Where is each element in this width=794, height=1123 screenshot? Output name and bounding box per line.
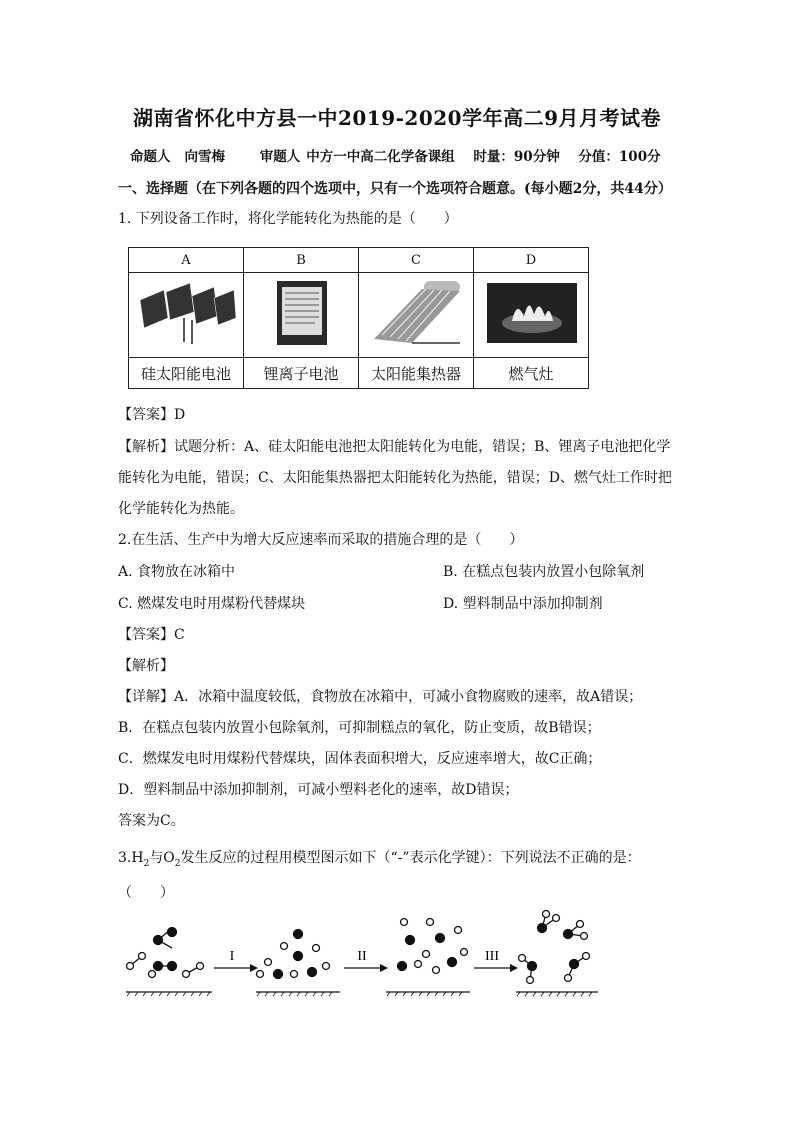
label-solar-water-heater: 太阳能集热器 [359,358,474,389]
q3-stem [118,847,641,869]
q1-stem: 1. 下列设备工作时，将化学能转化为热能的是（ ） [118,211,458,227]
step-label-2: II [357,949,367,964]
exam-info [130,145,675,165]
reviewer: 中方一中高二化学备课组 [306,149,455,165]
q2-detail-5: 答案为C。 [118,813,185,829]
q1-analysis-2: 能转化为电能，错误；C、太阳能集热器把太阳能转化为热能，错误；D、燃气灶工作时把 [118,470,672,486]
q1-device-table [128,247,589,389]
page-title: 湖南省怀化中方县一中2019-2020学年高二9月月考试卷 [132,106,662,130]
q2-stem: 2.在生活、生产中为增大反应速率而采取的措施合理的是（ ） [118,532,524,548]
label-lithium-ion-battery: 锂离子电池 [244,358,359,389]
q3-stem-line2: （ ） [118,885,174,901]
step-label-1: I [229,949,235,964]
section-title: 一、选择题（在下列各题的四个选项中，只有一个选项符合题意。(每小题2分，共44分） [118,181,672,197]
author: 向雪梅 [184,149,225,165]
q2-detail-2: B．在糕点包装内放置小包除氧剂，可抑制糕点的氧化，防止变质，故B错误； [118,720,601,736]
q3-stem-e: 发生反应的过程用模型图示如下（“-”表示化学键）：下列说法不正确的是： [180,850,641,866]
q2-detail-3: C．燃煤发电时用煤粉代替煤块，固体表面积增大，反应速率增大，故C正确； [118,751,602,767]
full-score: 分值：100分 [578,149,661,165]
stage-1-molecules [127,928,204,978]
q1-analysis-3: 化学能转化为热能。 [118,501,244,517]
solar-panel-image [129,273,244,358]
solar-water-heater-image [359,273,474,358]
option-letter-c: C [359,248,474,273]
lithium-battery-image [244,273,359,358]
stage-3-atoms [398,919,468,974]
option-letter-a: A [129,248,244,273]
option-letter-d: D [474,248,589,273]
q3-sub-h2: 2 [143,858,150,869]
q2-detail-4: D．塑料制品中添加抑制剂，可减小塑料老化的速率，故D错误； [118,782,519,798]
reviewer-label: 审题人 [259,149,301,165]
gas-stove-image [474,273,589,358]
q1-answer: 【答案】D [118,407,186,423]
q1-analysis-1: 【解析】试题分析：A、硅太阳能电池把太阳能转化为电能，错误；B、锂离子电池把化学 [118,439,671,455]
q2-option-d: D. 塑料制品中添加抑制剂 [443,596,603,612]
q3-sub-o2: 2 [174,858,181,869]
time-limit: 时量：90分钟 [473,149,560,165]
reaction-model-diagram [118,900,608,1000]
q3-stem-c: 与O [149,850,175,866]
q2-analysis-head: 【解析】 [118,658,174,674]
q2-option-b: B. 在糕点包装内放置小包除氧剂 [443,564,645,580]
option-letter-b: B [244,248,359,273]
step-label-3: III [485,949,499,964]
q2-option-c: C. 燃煤发电时用煤粉代替煤块 [118,596,306,612]
q3-stem-a: 3.H [118,850,144,866]
q2-option-a: A. 食物放在冰箱中 [118,564,236,580]
label-silicon-solar-cell: 硅太阳能电池 [129,358,244,389]
stage-2-atoms [257,930,330,979]
author-label: 命题人 [130,149,171,165]
q2-detail-1: 【详解】A．冰箱中温度较低，食物放在冰箱中，可减小食物腐败的速率，故A错误； [118,689,643,705]
stage-4-molecules [519,911,590,984]
q2-answer: 【答案】C [118,627,185,643]
label-gas-stove: 燃气灶 [474,358,589,389]
